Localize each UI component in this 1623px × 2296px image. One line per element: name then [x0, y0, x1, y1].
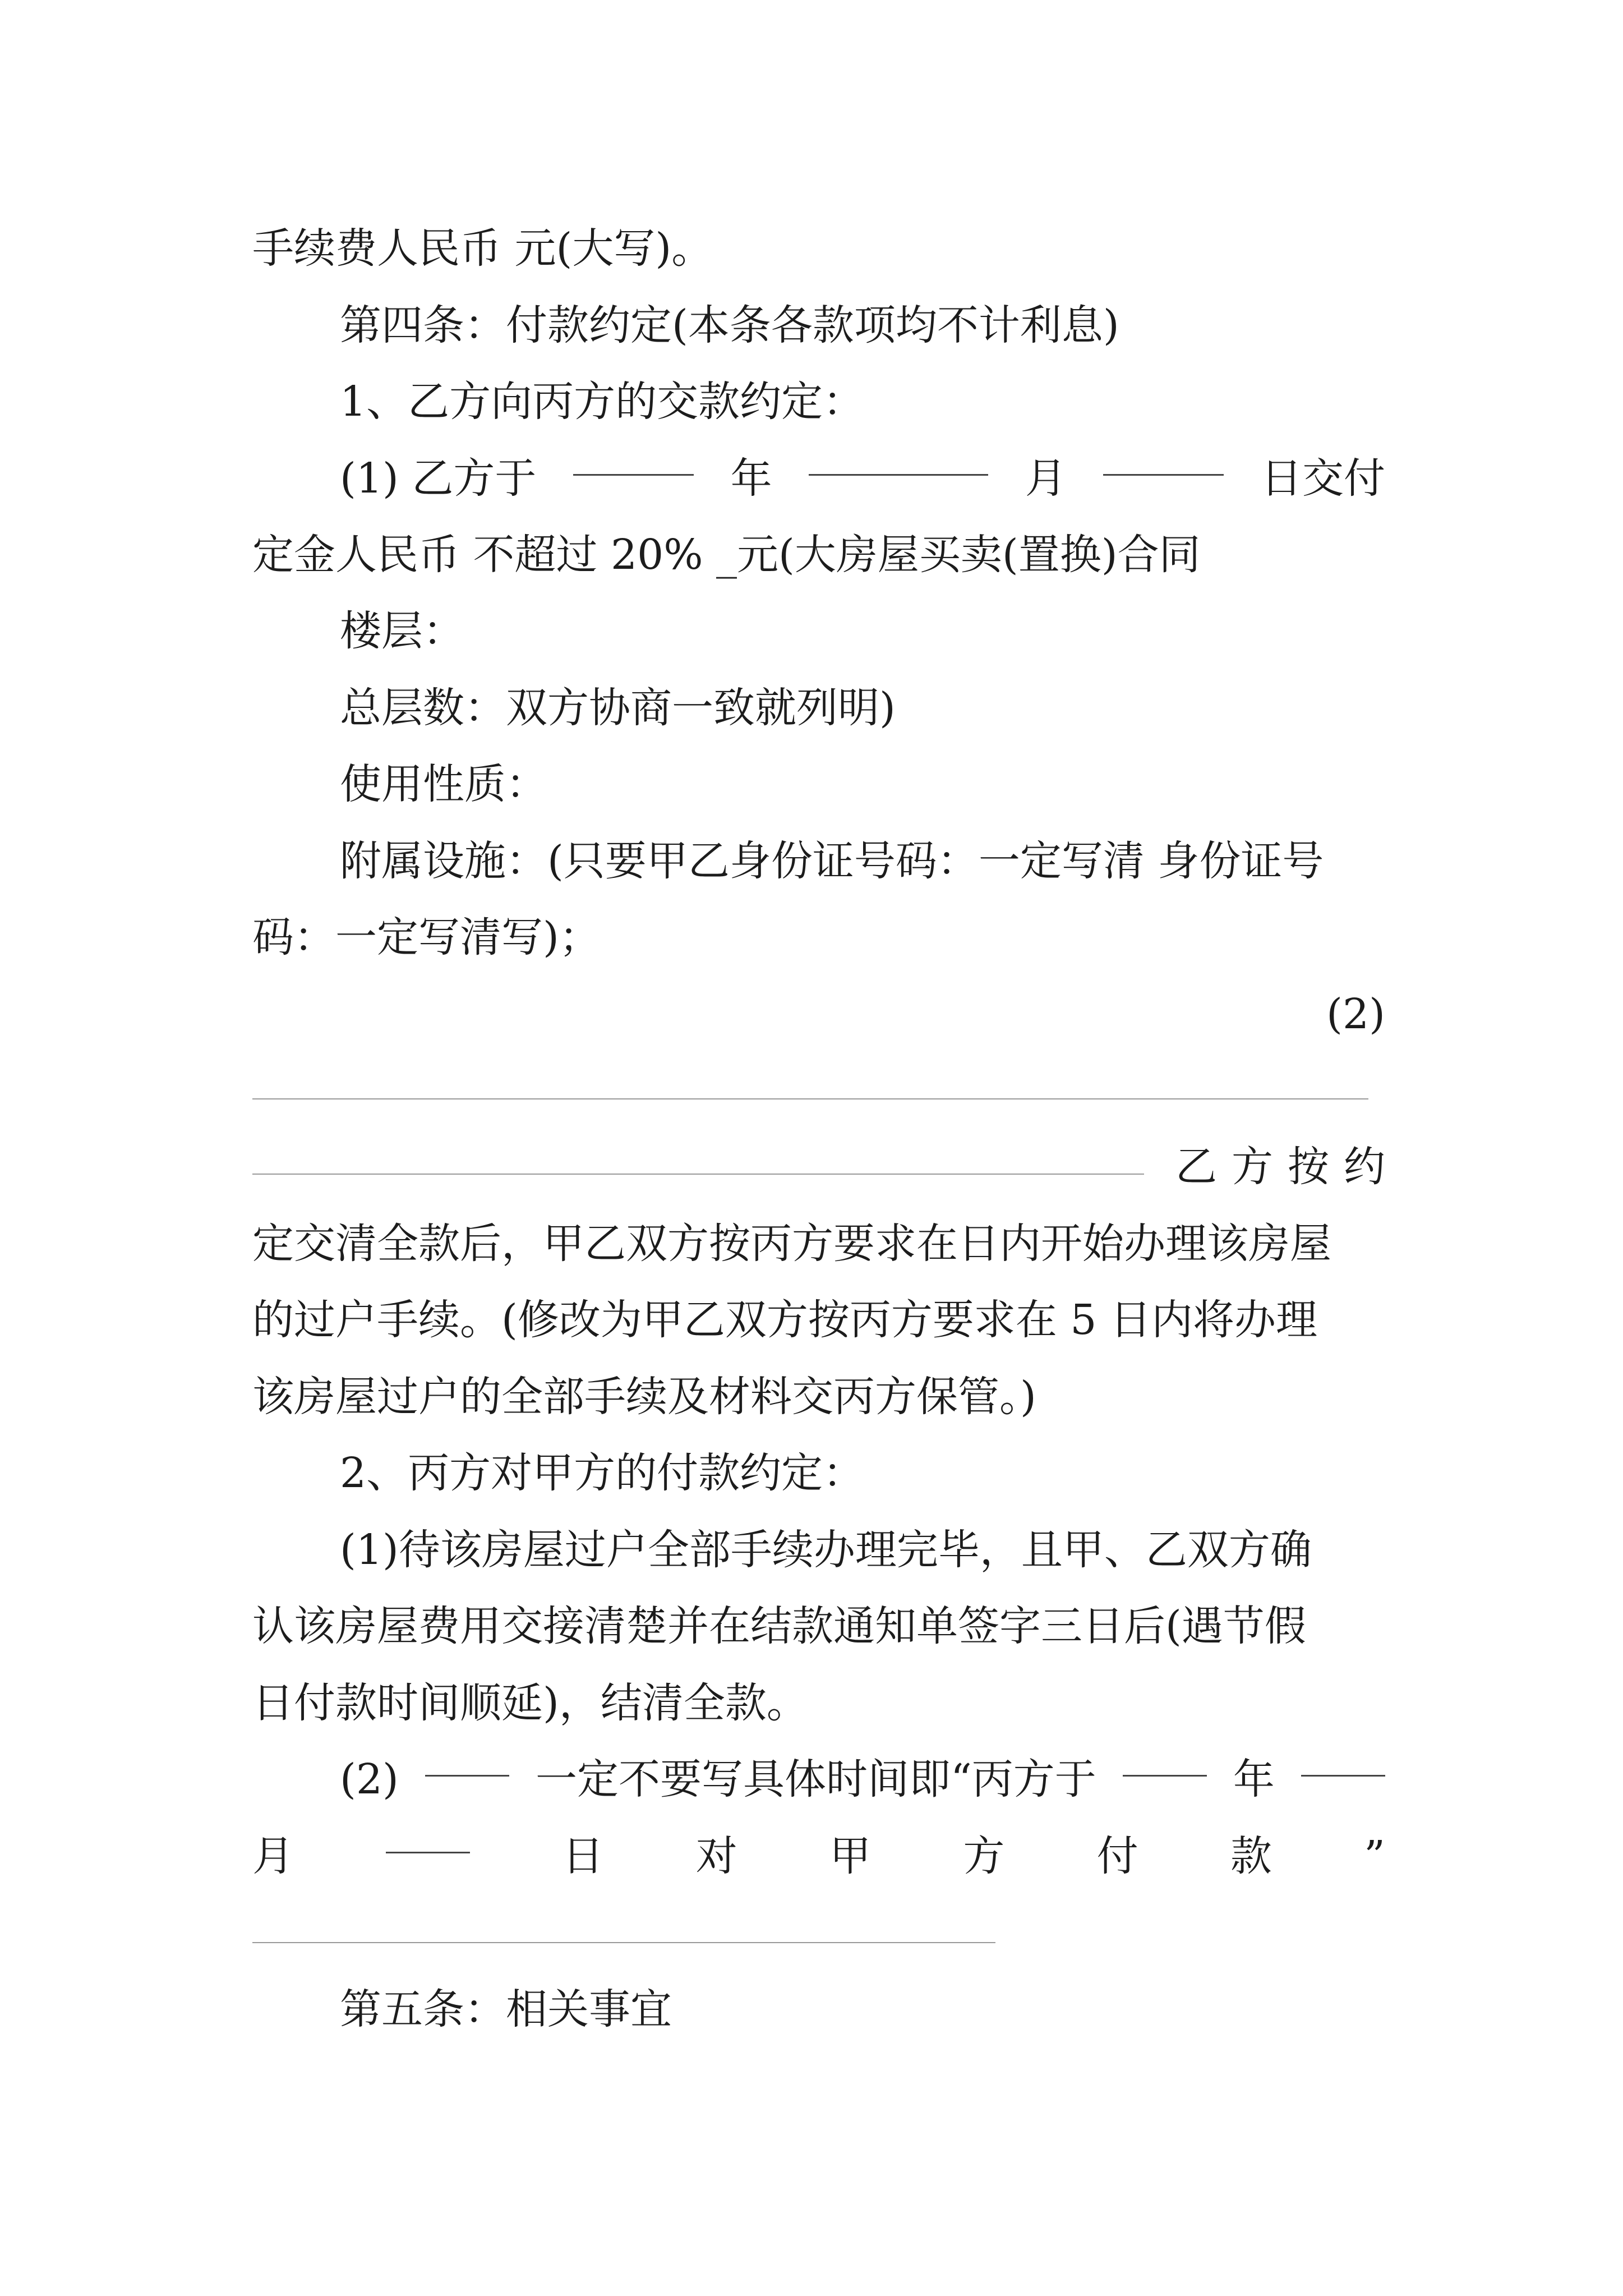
- text-fragment: 一定不要写具体时间即“丙方于: [535, 1755, 1096, 1803]
- text-fragment: 年: [1233, 1755, 1275, 1803]
- paragraph-line: 认该房屋费用交接清楚并在结款通知单签字三日后(遇节假: [252, 1602, 1306, 1650]
- fill-blank: [1103, 440, 1224, 476]
- fill-blank: [1123, 1741, 1207, 1777]
- divider-rule: [252, 1942, 995, 1943]
- fill-blank: [425, 1741, 509, 1777]
- clause-heading: 1、乙方向丙方的交款约定：: [340, 378, 865, 426]
- text-fragment: 甲: [829, 1832, 872, 1880]
- text-fragment: 对: [695, 1832, 737, 1880]
- text-fragment: (2): [340, 1755, 399, 1803]
- paragraph-line: 总层数：双方协商一致就列明): [340, 684, 896, 732]
- text-fragment: ”: [1364, 1832, 1385, 1880]
- paragraph-line: 附属设施：(只要甲乙身份证号码：一定写清 身份证号: [340, 837, 1324, 885]
- fill-blank: [573, 440, 694, 476]
- paragraph-line: (2): [1326, 990, 1385, 1038]
- text-fragment: 月: [252, 1832, 294, 1880]
- text-fragment: 方: [963, 1832, 1005, 1880]
- paragraph-line: 码：一定写清写)；: [252, 913, 601, 961]
- paragraph-line: [340, 1741, 1385, 1818]
- fill-blank: [252, 1129, 1144, 1175]
- paragraph-line: 定交清全款后，甲乙双方按丙方要求在日内开始办理该房屋: [252, 1220, 1331, 1268]
- text-fragment: 日交付: [1261, 454, 1385, 503]
- paragraph-line: [252, 1818, 1385, 1895]
- article-four-heading: 第四条：付款约定(本条各款项均不计利息): [340, 301, 1119, 349]
- paragraph-line: [252, 1129, 1400, 1205]
- clause-heading: 2、丙方对甲方的付款约定：: [340, 1449, 865, 1497]
- text-fragment: 乙方按约: [1175, 1143, 1400, 1191]
- fill-blank: [1301, 1741, 1385, 1777]
- fill-blank: [386, 1818, 470, 1853]
- paragraph-line: 楼层：: [340, 607, 464, 655]
- text-fragment: 付: [1096, 1832, 1138, 1880]
- paragraph-line: [340, 440, 1385, 517]
- text-fragment: 款: [1230, 1832, 1272, 1880]
- article-five-heading: 第五条：相关事宜: [340, 1985, 672, 2033]
- divider-rule: [252, 1098, 1368, 1099]
- paragraph-line: 该房屋过户的全部手续及材料交丙方保管。): [252, 1373, 1036, 1421]
- text-fragment: 月: [1025, 454, 1067, 503]
- paragraph-line: (1)待该房屋过户全部手续办理完毕，且甲、乙双方确: [340, 1526, 1312, 1574]
- paragraph-line: 使用性质：: [340, 760, 547, 808]
- fill-blank: [809, 440, 988, 476]
- text-fragment: 日: [562, 1832, 604, 1880]
- text-fragment: 年: [730, 454, 772, 503]
- paragraph-line: 定金人民币 不超过 20% _元(大房屋买卖(置换)合同: [252, 531, 1201, 579]
- paragraph-line: 日付款时间顺延)，结清全款。: [252, 1679, 808, 1727]
- paragraph-line: 的过户手续。(修改为甲乙双方按丙方要求在 5 日内将办理: [252, 1296, 1317, 1344]
- text-fragment: (1) 乙方于: [340, 454, 537, 503]
- paragraph-line: 手续费人民币 元(大写)。: [252, 224, 713, 273]
